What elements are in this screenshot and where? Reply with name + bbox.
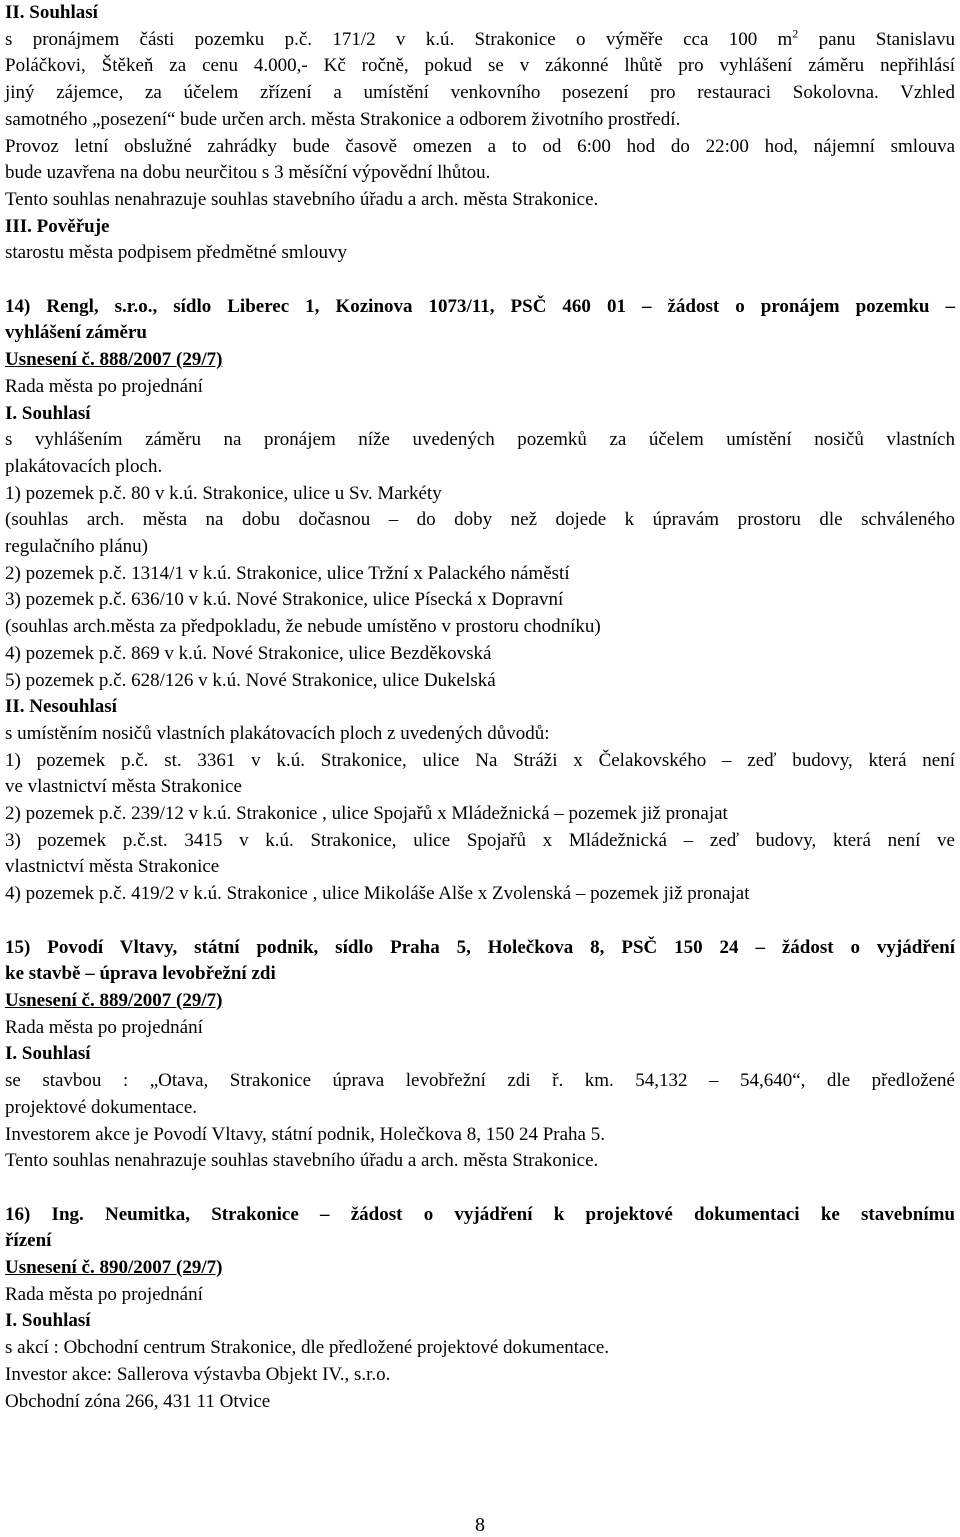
section-heading-souhlasi: I. Souhlasí	[5, 1043, 91, 1065]
list-item: 1) pozemek p.č. 80 v k.ú. Strakonice, ulice u Sv. Markéty	[5, 482, 442, 504]
superscript: 2	[792, 26, 799, 41]
resolution-number: Usnesení č. 889/2007 (29/7)	[5, 989, 223, 1011]
list-item: 2) pozemek p.č. 1314/1 v k.ú. Strakonice, ulice Tržní x Palackého náměstí	[5, 562, 570, 584]
page-number: 8	[475, 1514, 485, 1536]
item-title: řízení	[5, 1230, 52, 1252]
council-line: Rada města po projednání	[5, 1016, 203, 1038]
paragraph-line: Provoz letní obslužné zahrádky bude časově omezen a to od 6:00 hod do 22:00 hod, nájemní smlouva	[5, 135, 955, 157]
text-span: panu Stanislavu	[798, 28, 955, 50]
list-item: 5) pozemek p.č. 628/126 v k.ú. Nové Strakonice, ulice Dukelská	[5, 669, 496, 691]
paragraph-line: Obchodní zóna 266, 431 11 Otvice	[5, 1390, 271, 1412]
council-line: Rada města po projednání	[5, 375, 203, 397]
paragraph-line: s akcí : Obchodní centrum Strakonice, dle předložené projektové dokumentace.	[5, 1337, 610, 1359]
paragraph-line: jiný zájemce, za účelem zřízení a umístění venkovního posezení pro restauraci Sokolovna. Vzhled	[5, 82, 955, 104]
paragraph-line: Tento souhlas nenahrazuje souhlas stavebního úřadu a arch. města Strakonice.	[5, 1150, 599, 1172]
item-title: 15) Povodí Vltavy, státní podnik, sídlo Praha 5, Holečkova 8, PSČ 150 24 – žádost o vyjádření	[5, 936, 955, 958]
list-item: 2) pozemek p.č. 239/12 v k.ú. Strakonice , ulice Spojařů x Mládežnická – pozemek již pronajat	[5, 803, 728, 825]
paragraph-line: Poláčkovi, Štěkeň za cenu 4.000,- Kč ročně, pokud se v zákonné lhůtě pro vyhlášení záměru nepřihlásí	[5, 55, 955, 77]
paragraph-line: bude uzavřena na dobu neurčitou s 3 měsíční výpovědní lhůtou.	[5, 162, 491, 184]
spacer	[5, 267, 955, 294]
section-heading-souhlasi: I. Souhlasí	[5, 1310, 91, 1332]
paragraph-line: projektové dokumentace.	[5, 1096, 198, 1118]
paragraph-line: Investor akce: Sallerova výstavba Objekt IV., s.r.o.	[5, 1363, 391, 1385]
paragraph-line: samotného „posezení“ bude určen arch. města Strakonice a odborem životního prostředí.	[5, 108, 681, 130]
paragraph-line: plakátovacích ploch.	[5, 455, 163, 477]
list-item: 4) pozemek p.č. 869 v k.ú. Nové Strakonice, ulice Bezděkovská	[5, 642, 492, 664]
paragraph-line	[5, 27, 955, 54]
spacer	[5, 908, 955, 935]
resolution-number: Usnesení č. 890/2007 (29/7)	[5, 1257, 223, 1278]
list-item: 3) pozemek p.č.st. 3415 v k.ú. Strakonice, ulice Spojařů x Mládežnická – zeď budovy, která není ve	[5, 829, 955, 851]
paragraph-line: (souhlas arch.města za předpokladu, že nebude umístěno v prostoru chodníku)	[5, 616, 601, 638]
section-heading-souhlasi: II. Souhlasí	[5, 2, 98, 23]
paragraph-line: ve vlastnictví města Strakonice	[5, 776, 242, 798]
section-heading-nesouhlasi: II. Nesouhlasí	[5, 696, 117, 718]
paragraph-line: (souhlas arch. města na dobu dočasnou – do doby než dojede k úpravám prostoru dle schváleného	[5, 509, 955, 531]
section-heading-souhlasi: I. Souhlasí	[5, 402, 91, 424]
item-title: ke stavbě – úprava levobřežní zdi	[5, 963, 276, 985]
paragraph-line: regulačního plánu)	[5, 536, 148, 558]
paragraph-line: vlastnictví města Strakonice	[5, 856, 220, 878]
paragraph-line: s vyhlášením záměru na pronájem níže uvedených pozemků za účelem umístění nosičů vlastních	[5, 429, 955, 451]
item-title: 16) Ing. Neumitka, Strakonice – žádost o vyjádření k projektové dokumentaci ke stavebnímu	[5, 1203, 955, 1225]
item-title: vyhlášení záměru	[5, 322, 147, 344]
paragraph-line: se stavbou : „Otava, Strakonice úprava levobřežní zdi ř. km. 54,132 – 54,640“, dle předložené	[5, 1070, 955, 1092]
paragraph-line: Tento souhlas nenahrazuje souhlas stavebního úřadu a arch. města Strakonice.	[5, 188, 599, 210]
list-item: 1) pozemek p.č. st. 3361 v k.ú. Strakonice, ulice Na Stráži x Čelakovského – zeď budovy, která není	[5, 749, 955, 771]
list-item: 4) pozemek p.č. 419/2 v k.ú. Strakonice , ulice Mikoláše Alše x Zvolenská – pozemek již pronajat	[5, 883, 750, 905]
document-page	[5, 0, 955, 1415]
paragraph-line: s umístěním nosičů vlastních plakátovacích ploch z uvedených důvodů:	[5, 722, 550, 744]
paragraph-line: Investorem akce je Povodí Vltavy, státní podnik, Holečkova 8, 150 24 Praha 5.	[5, 1123, 605, 1145]
section-heading-poveruje: III. Pověřuje	[5, 215, 110, 237]
spacer	[5, 1175, 955, 1202]
text-span: s pronájmem části pozemku p.č. 171/2 v k.ú. Strakonice o výměře cca 100 m	[5, 28, 793, 50]
item-title: 14) Rengl, s.r.o., sídlo Liberec 1, Kozinova 1073/11, PSČ 460 01 – žádost o pronájem pozemku –	[5, 295, 955, 317]
paragraph-line: starostu města podpisem předmětné smlouvy	[5, 242, 347, 264]
council-line: Rada města po projednání	[5, 1283, 203, 1305]
resolution-number: Usnesení č. 888/2007 (29/7)	[5, 349, 223, 371]
list-item: 3) pozemek p.č. 636/10 v k.ú. Nové Strakonice, ulice Písecká x Dopravní	[5, 589, 564, 611]
